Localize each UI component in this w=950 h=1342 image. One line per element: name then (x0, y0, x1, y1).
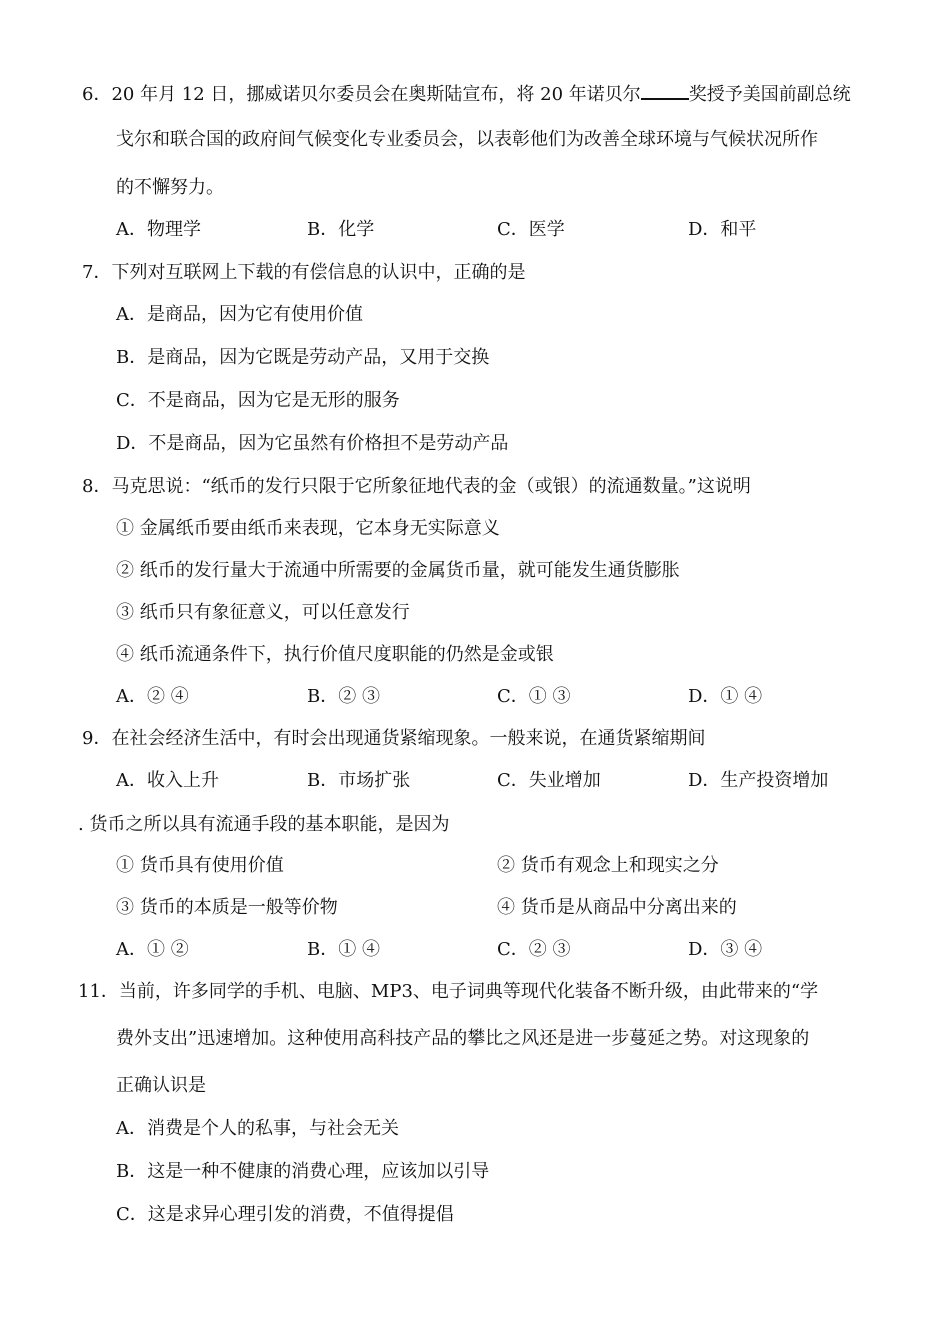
q8-item-1: ① 金属纸币要由纸币来表现，它本身无实际意义 (116, 518, 500, 539)
q6-option-c: C．医学 (497, 219, 565, 240)
q8-option-d: D．① ④ (688, 686, 763, 707)
q10-item-1: ① 货币具有使用价值 (116, 855, 284, 876)
q8-option-a: A．② ④ (116, 686, 189, 707)
answer-blank (641, 80, 689, 100)
q9-option-a: A．收入上升 (116, 770, 219, 791)
q11-option-a: A．消费是个人的私事，与社会无关 (116, 1118, 399, 1139)
q6-option-d: D．和平 (688, 219, 757, 240)
q11-option-b: B．这是一种不健康的消费心理，应该加以引导 (116, 1161, 490, 1182)
q7-stem: 7．下列对互联网上下载的有偿信息的认识中，正确的是 (82, 262, 526, 283)
q11-line2: 费外支出”迅速增加。这种使用高科技产品的攀比之风还是进一步蔓延之势。对这现象的 (116, 1028, 810, 1049)
q7-option-c: C．不是商品，因为它是无形的服务 (116, 390, 400, 411)
q8-item-2: ② 纸币的发行量大于流通中所需要的金属货币量，就可能发生通货膨胀 (116, 560, 680, 581)
q7-option-a: A．是商品，因为它有使用价值 (116, 304, 363, 325)
q9-option-c: C．失业增加 (497, 770, 601, 791)
q10-option-c: C．② ③ (497, 939, 571, 960)
q10-item-4: ④ 货币是从商品中分离出来的 (497, 897, 737, 918)
q8-item-3: ③ 纸币只有象征意义，可以任意发行 (116, 602, 410, 623)
q11-line3: 正确认识是 (116, 1075, 206, 1096)
q10-option-d: D．③ ④ (688, 939, 763, 960)
q6-line2: 戈尔和联合国的政府间气候变化专业委员会，以表彰他们为改善全球环境与气候状况所作 (116, 129, 818, 150)
q10-stem: . 货币之所以具有流通手段的基本职能，是因为 (78, 814, 450, 835)
q11-line1: 11．当前，许多同学的手机、电脑、MP3、电子词典等现代化装备不断升级，由此带来的“学 (78, 981, 819, 1002)
q9-option-d: D．生产投资增加 (688, 770, 829, 791)
q8-stem: 8．马克思说：“纸币的发行只限于它所象征地代表的金（或银）的流通数量。”这说明 (82, 476, 751, 497)
q6-line1-pre: 6．20 年月 12 日，挪威诺贝尔委员会在奥斯陆宣布，将 20 年诺贝尔 (82, 84, 641, 105)
q8-item-4: ④ 纸币流通条件下，执行价值尺度职能的仍然是金或银 (116, 644, 554, 665)
q6-line1-post: 奖授予美国前副总统 (688, 84, 851, 105)
q8-option-c: C．① ③ (497, 686, 571, 707)
q6-line1 (82, 80, 851, 107)
q11-option-c: C．这是求异心理引发的消费，不值得提倡 (116, 1204, 454, 1225)
q9-option-b: B．市场扩张 (307, 770, 411, 791)
q8-option-b: B．② ③ (307, 686, 380, 707)
q10-item-3: ③ 货币的本质是一般等价物 (116, 897, 338, 918)
q6-option-a: A．物理学 (116, 219, 201, 240)
q10-item-2: ② 货币有观念上和现实之分 (497, 855, 719, 876)
q6-line3: 的不懈努力。 (116, 177, 224, 198)
q10-option-b: B．① ④ (307, 939, 380, 960)
q9-stem: 9．在社会经济生活中，有时会出现通货紧缩现象。一般来说，在通货紧缩期间 (82, 728, 706, 749)
q7-option-d: D．不是商品，因为它虽然有价格担不是劳动产品 (116, 433, 509, 454)
q10-option-a: A．① ② (116, 939, 189, 960)
q6-option-b: B．化学 (307, 219, 375, 240)
q7-option-b: B．是商品，因为它既是劳动产品，又用于交换 (116, 347, 490, 368)
